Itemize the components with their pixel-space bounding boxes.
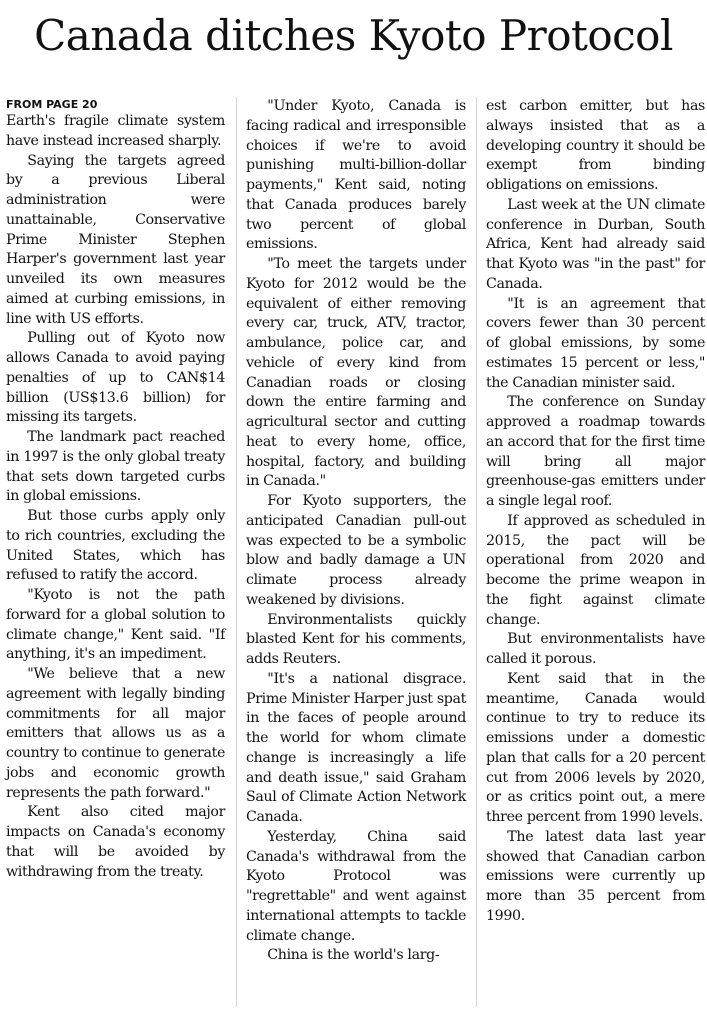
paragraph: The landmark pact reached in 1997 is the only global treaty that sets down targeted curbs in global emissions. xyxy=(6,429,225,505)
paragraph: Saying the targets agreed by a previous Liberal administration were unattainable, Conservative Prime Minister Stephen Harper's government last year unveiled its own measures aimed at curbing emissions, in line with US efforts. xyxy=(6,152,225,327)
paragraph: If approved as scheduled in 2015, the pact will be operational from 2020 and become the prime weapon in the fight against climate change. xyxy=(486,512,705,628)
headline: Canada ditches Kyoto Protocol xyxy=(34,11,673,60)
paragraph: China is the world's larg- xyxy=(267,947,440,964)
article-column-1 xyxy=(6,97,225,882)
paragraph: "Under Kyoto, Canada is facing radical and irresponsible choices if we're to avoid punishing multi-billion-dollar payments," Kent said, noting that Canada produces barely two percent of global emissions. xyxy=(246,98,466,253)
article-column-3 xyxy=(486,97,705,927)
article-column-2 xyxy=(246,97,466,966)
paragraph: Environmentalists quickly blasted Kent for his comments, adds Reuters. xyxy=(246,611,466,667)
paragraph: Pulling out of Kyoto now allows Canada to avoid paying penalties of up to CAN$14 billion (US$13.6 billion) for missing its targets. xyxy=(6,330,225,426)
paragraph: "We believe that a new agreement with legally binding commitments for all major emitters that allows us as a country to continue to generate jobs and economic growth represents the path forward." xyxy=(6,666,225,801)
paragraph: For Kyoto supporters, the anticipated Canadian pull-out was expected to be a symbolic blow and badly damage a UN climate process already weakened by divisions. xyxy=(246,493,466,608)
paragraph: est carbon emitter, but has always insisted that as a developing country it should be exempt from binding obligations on emissions. xyxy=(486,98,705,193)
continuation-kicker: FROM PAGE 20 xyxy=(6,98,98,111)
paragraph: Yesterday, China said Canada's withdrawal from the Kyoto Protocol was "regrettable" and went against international attempts to tackle climate change. xyxy=(246,828,466,944)
paragraph: The latest data last year showed that Canadian carbon emissions were currently up more than 35 percent from 1990. xyxy=(486,828,705,924)
paragraph: "To meet the targets under Kyoto for 2012 would be the equivalent of either removing every car, truck, ATV, tractor, ambulance, police car, and vehicle of every kind from Canadian roads or closing down the entire farming and agricultural sector and cutting heat to every home, office, hospital, factory, and building in Canada." xyxy=(246,256,466,490)
column-divider xyxy=(236,97,237,1007)
paragraph: Earth's fragile climate system have instead increased sharply. xyxy=(6,113,225,149)
paragraph: Last week at the UN climate conference in Durban, South Africa, Kent had already said that Kyoto was "in the past" for Canada. xyxy=(486,196,705,292)
paragraph: Kent said that in the meantime, Canada would continue to try to reduce its emissions under a domestic plan that calls for a 20 percent cut from 2006 levels by 2020, or as critics point out, a mere three percent from 1990 levels. xyxy=(486,670,705,825)
paragraph: But environmentalists have called it porous. xyxy=(486,631,705,667)
column-divider xyxy=(476,97,477,1007)
paragraph: Kent also cited major impacts on Canada's economy that will be avoided by withdrawing from the treaty. xyxy=(6,804,225,880)
paragraph: The conference on Sunday approved a roadmap towards an accord that for the first time will bring all major greenhouse-gas emitters under a single legal roof. xyxy=(486,394,705,509)
paragraph: But those curbs apply only to rich countries, excluding the United States, which has refused to ratify the accord. xyxy=(6,508,225,584)
paragraph: "It is an agreement that covers fewer than 30 percent of global emissions, by some estimates 15 percent or less," the Canadian minister said. xyxy=(486,295,705,391)
paragraph: "It's a national disgrace. Prime Minister Harper just spat in the faces of people around the world for whom climate change is increasingly a life and death issue," said Graham Saul of Climate Action Network Canada. xyxy=(246,670,466,825)
paragraph: "Kyoto is not the path forward for a global solution to climate change," Kent said. "If anything, it's an impediment. xyxy=(6,587,225,663)
